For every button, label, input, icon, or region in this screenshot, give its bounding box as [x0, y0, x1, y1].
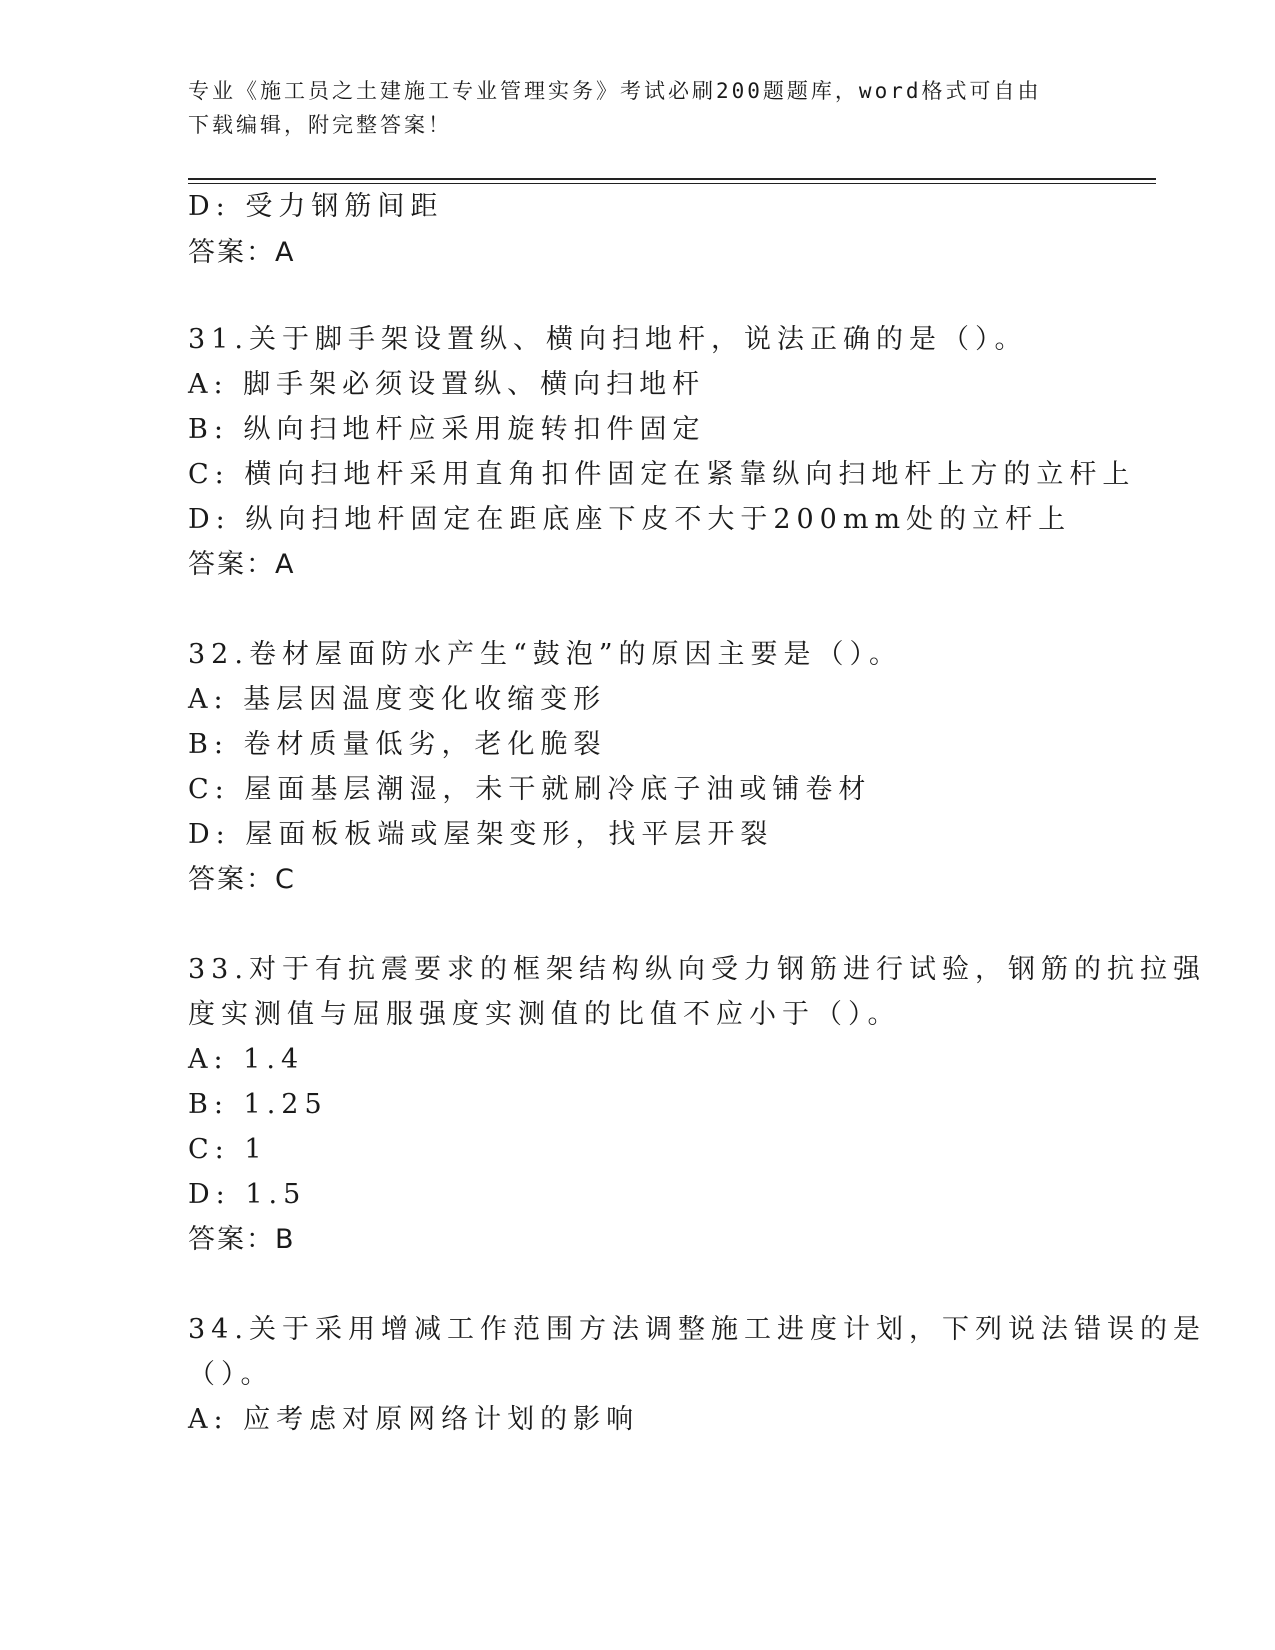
q31-question: 31.关于脚手架设置纵、横向扫地杆，说法正确的是（）。: [188, 324, 1028, 355]
q33-option-c: C: 1: [188, 1134, 268, 1165]
answer-label: 答案：: [188, 1224, 275, 1255]
q34-question-line-2: （）。: [188, 1359, 274, 1390]
prev-answer: [188, 236, 293, 270]
q31-option-c: C: 横向扫地杆采用直角扣件固定在紧靠纵向扫地杆上方的立杆上: [188, 459, 1136, 490]
q34-option-a: A: 应考虑对原网络计划的影响: [188, 1404, 640, 1435]
q31-option-d: D: 纵向扫地杆固定在距底座下皮不大于200mm处的立杆上: [188, 504, 1072, 535]
q31-option-b: B: 纵向扫地杆应采用旋转扣件固定: [188, 414, 706, 445]
answer-value: A: [275, 237, 294, 268]
answer-value: C: [275, 864, 294, 895]
q32-option-a: A: 基层因温度变化收缩变形: [188, 684, 607, 715]
q32-option-d: D: 屋面板板端或屋架变形，找平层开裂: [188, 819, 774, 850]
answer-label: 答案：: [188, 549, 275, 580]
answer-label: 答案：: [188, 237, 275, 268]
answer-value: B: [275, 1224, 294, 1255]
q32-option-b: B: 卷材质量低劣，老化脆裂: [188, 729, 607, 760]
q31-answer: [188, 548, 293, 582]
document-header: [188, 74, 1068, 142]
answer-value: A: [275, 549, 294, 580]
q32-answer: [188, 863, 294, 897]
header-line-2: 下载编辑，附完整答案！: [188, 113, 452, 137]
answer-label: 答案：: [188, 864, 275, 895]
header-divider-thick: [188, 178, 1156, 180]
q33-option-d: D: 1.5: [188, 1179, 307, 1210]
q32-option-c: C: 屋面基层潮湿，未干就刷冷底子油或铺卷材: [188, 774, 872, 805]
q33-question-line-2: 度实测值与屈服强度实测值的比值不应小于（）。: [188, 999, 901, 1030]
q31-option-a: A: 脚手架必须设置纵、横向扫地杆: [188, 369, 706, 400]
q32-question: 32.卷材屋面防水产生“鼓泡”的原因主要是（）。: [188, 639, 903, 670]
q33-answer: [188, 1223, 294, 1257]
q33-option-b: B: 1.25: [188, 1089, 328, 1120]
header-line-1: 专业《施工员之土建施工专业管理实务》考试必刷200题题库，word格式可自由: [188, 79, 1042, 103]
q33-option-a: A: 1.4: [188, 1044, 305, 1075]
q33-question-line-1: 33.对于有抗震要求的框架结构纵向受力钢筋进行试验，钢筋的抗拉强: [188, 954, 1206, 985]
prev-option-d: D: 受力钢筋间距: [188, 191, 444, 222]
header-divider-thin: [188, 183, 1156, 184]
q34-question-line-1: 34.关于采用增减工作范围方法调整施工进度计划，下列说法错误的是: [188, 1314, 1206, 1345]
